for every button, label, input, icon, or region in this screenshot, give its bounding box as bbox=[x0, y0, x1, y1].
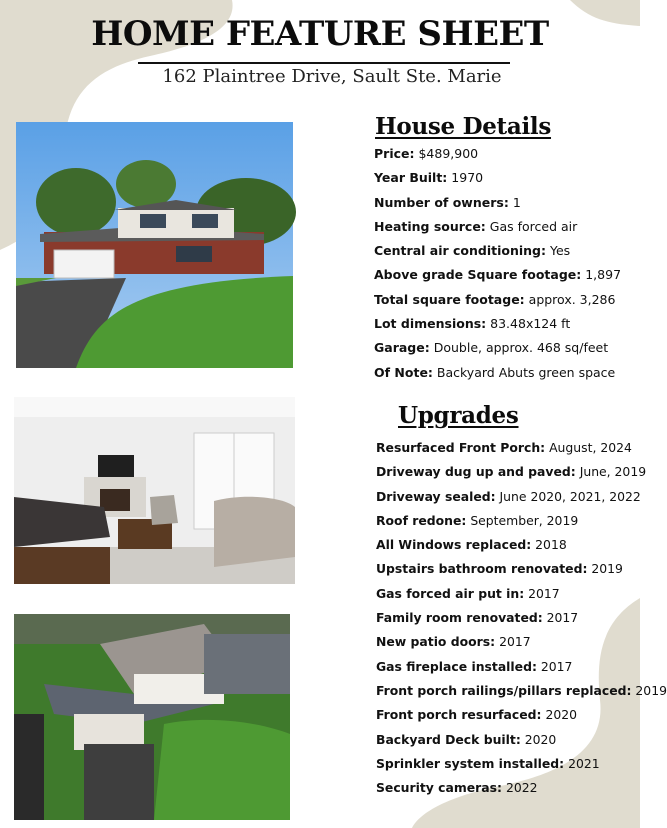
page-title: HOME FEATURE SHEET bbox=[91, 14, 549, 54]
upgrade-label: Front porch resurfaced: bbox=[376, 707, 542, 723]
detail-label: Of Note: bbox=[374, 364, 433, 380]
list-item bbox=[376, 703, 667, 727]
list-item bbox=[376, 436, 667, 460]
upgrade-value: 2019 bbox=[635, 682, 667, 698]
detail-value: Gas forced air bbox=[489, 218, 578, 234]
upgrade-value: 2018 bbox=[535, 537, 567, 553]
detail-label: Price: bbox=[374, 146, 415, 161]
list-item bbox=[376, 533, 667, 557]
detail-value: Yes bbox=[550, 243, 571, 259]
detail-value: approx. 3,286 bbox=[528, 291, 616, 307]
property-address: 162 Plaintree Drive, Sault Ste. Marie bbox=[162, 66, 502, 87]
list-item bbox=[376, 752, 667, 776]
upgrade-value: September, 2019 bbox=[470, 512, 579, 528]
upgrade-label: New patio doors: bbox=[376, 634, 496, 650]
detail-label: Central air conditioning: bbox=[374, 243, 547, 259]
upgrade-value: 2017 bbox=[540, 658, 573, 674]
list-item bbox=[376, 582, 667, 606]
detail-value: 1,897 bbox=[585, 267, 622, 283]
list-item bbox=[376, 630, 667, 654]
detail-label: Year Built: bbox=[374, 170, 448, 186]
upgrade-value: 2020 bbox=[545, 707, 577, 723]
upgrade-value: 2017 bbox=[528, 585, 560, 601]
list-item bbox=[374, 191, 621, 215]
list-item bbox=[376, 509, 667, 533]
upgrade-label: Gas fireplace installed: bbox=[376, 658, 537, 674]
list-item bbox=[376, 460, 667, 484]
detail-label: Garage: bbox=[374, 340, 430, 356]
list-item bbox=[374, 166, 621, 190]
list-item bbox=[376, 606, 667, 630]
upgrade-value: 2019 bbox=[591, 561, 623, 577]
list-item bbox=[376, 728, 667, 752]
upgrade-label: Roof redone: bbox=[376, 512, 467, 528]
detail-value: Double, approx. 468 sq/feet bbox=[433, 340, 609, 356]
detail-label: Above grade Square footage: bbox=[374, 267, 582, 283]
detail-label: Lot dimensions: bbox=[374, 316, 487, 332]
list-item bbox=[376, 679, 667, 703]
detail-label: Total square footage: bbox=[374, 291, 525, 307]
list-item bbox=[376, 485, 667, 509]
list-item bbox=[376, 776, 667, 800]
house-details-heading: House Details bbox=[375, 113, 552, 140]
upgrade-label: All Windows replaced: bbox=[376, 537, 532, 553]
list-item bbox=[374, 142, 621, 166]
detail-value: 83.48x124 ft bbox=[490, 316, 571, 332]
upgrade-label: Security cameras: bbox=[376, 780, 502, 796]
upgrade-value: June 2020, 2021, 2022 bbox=[499, 488, 641, 504]
title-divider bbox=[138, 62, 510, 64]
upgrade-label: Driveway dug up and paved: bbox=[376, 464, 576, 480]
detail-label: Number of owners: bbox=[374, 194, 509, 210]
list-item bbox=[374, 288, 621, 312]
list-item bbox=[374, 361, 621, 385]
upgrade-label: Front porch railings/pillars replaced: bbox=[376, 682, 632, 698]
detail-value: Backyard Abuts green space bbox=[436, 364, 616, 380]
detail-value: $489,900 bbox=[418, 146, 479, 161]
upgrade-value: August, 2024 bbox=[549, 440, 632, 455]
list-item bbox=[374, 263, 621, 287]
upgrade-label: Backyard Deck built: bbox=[376, 731, 521, 747]
aerial-view-photo bbox=[14, 614, 290, 820]
list-item bbox=[374, 239, 621, 263]
upgrade-label: Upstairs bathroom renovated: bbox=[376, 561, 588, 577]
upgrades-heading: Upgrades bbox=[398, 402, 519, 429]
list-item bbox=[374, 312, 621, 336]
house-details-list bbox=[374, 142, 621, 385]
upgrade-label: Driveway sealed: bbox=[376, 488, 496, 504]
upgrades-list bbox=[376, 436, 667, 800]
list-item bbox=[374, 215, 621, 239]
list-item bbox=[376, 557, 667, 581]
detail-value: 1970 bbox=[451, 170, 484, 186]
detail-label: Heating source: bbox=[374, 218, 486, 234]
list-item bbox=[376, 655, 667, 679]
upgrade-value: 2021 bbox=[568, 755, 600, 771]
upgrade-label: Family room renovated: bbox=[376, 610, 543, 626]
family-room-photo bbox=[14, 397, 295, 584]
upgrade-label: Gas forced air put in: bbox=[376, 585, 525, 601]
detail-value: 1 bbox=[512, 194, 521, 210]
list-item bbox=[374, 336, 621, 360]
house-exterior-photo bbox=[16, 122, 293, 368]
upgrade-label: Resurfaced Front Porch: bbox=[376, 440, 546, 455]
upgrade-value: 2020 bbox=[524, 731, 557, 747]
upgrade-value: June, 2019 bbox=[579, 464, 647, 480]
upgrade-value: 2017 bbox=[499, 634, 531, 650]
upgrade-value: 2017 bbox=[546, 610, 579, 626]
upgrade-value: 2022 bbox=[505, 780, 538, 796]
upgrade-label: Sprinkler system installed: bbox=[376, 755, 565, 771]
